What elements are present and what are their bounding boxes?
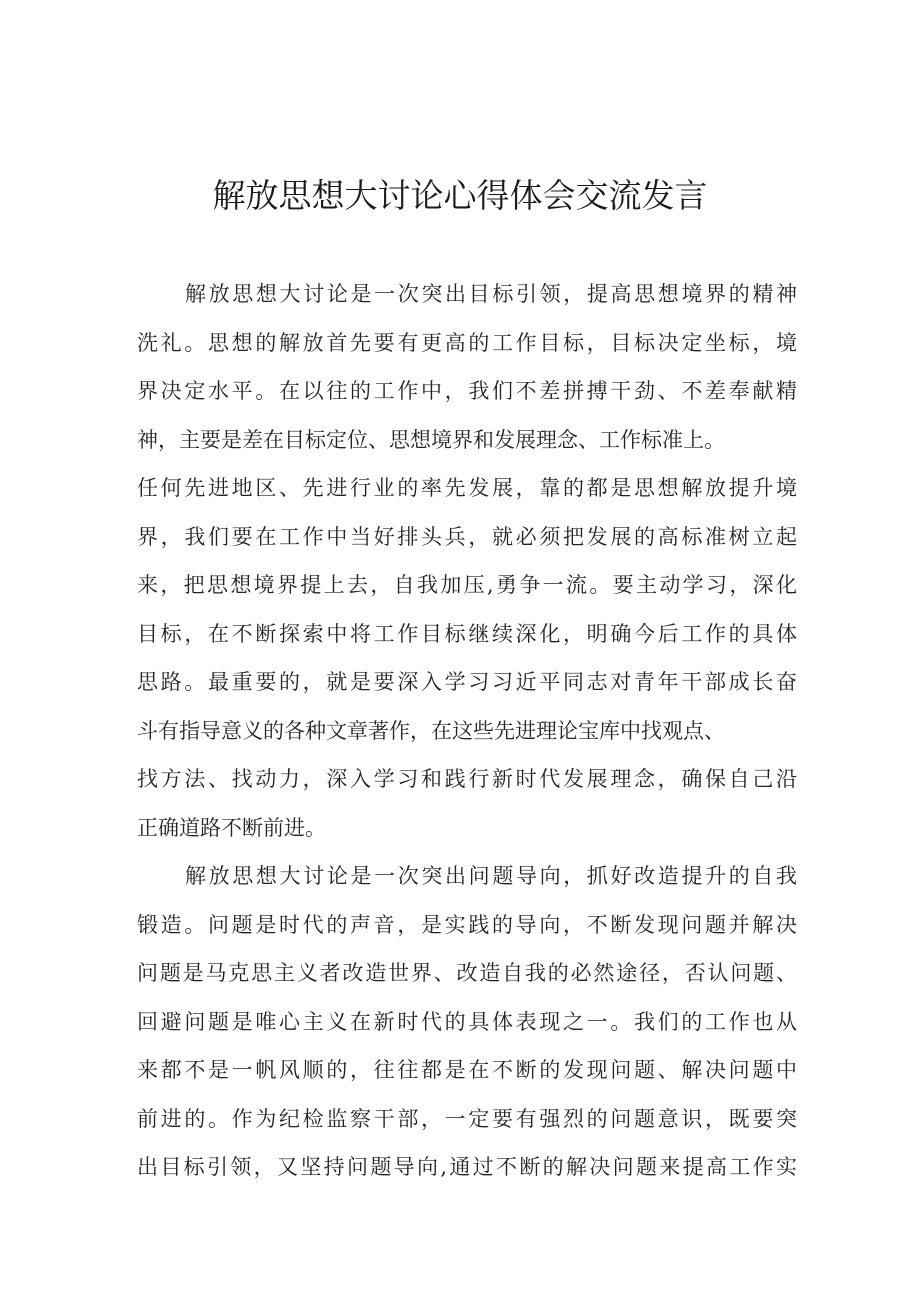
paragraph-line: 思路。最重要的，就是要深入学习习近平同志对青年干部成长奋 (137, 670, 797, 694)
paragraph-line: 洗礼。思想的解放首先要有更高的工作目标，目标决定坐标，境 (137, 330, 797, 355)
paragraph-line: 来，把思想境界提上去，自我加压,勇争一流。要主动学习，深化 (137, 573, 797, 597)
paragraph-line: 前进的。作为纪检监察干部，一定要有强烈的问题意识，既要突 (137, 1106, 797, 1131)
paragraph-line: 出目标引领，又坚持问题导向,通过不断的解决问题来提高工作实 (137, 1155, 797, 1179)
paragraph-line: 神，主要是差在目标定位、思想境界和发展理念、工作标准上。 (137, 427, 725, 452)
paragraph-line: 找方法、找动力，深入学习和践行新时代发展理念，确保自己沿 (137, 767, 797, 791)
paragraph-line: 解放思想大讨论是一次突出目标引领，提高思想境界的精神 (185, 282, 797, 306)
paragraph-line: 锻造。问题是时代的声音，是实践的导向，不断发现问题并解决 (137, 912, 797, 937)
paragraph-line: 回避问题是唯心主义在新时代的具体表现之一。我们的工作也从 (137, 1009, 797, 1034)
paragraph-line: 问题是马克思主义者改造世界、改造自我的必然途径，否认问题、 (137, 961, 797, 985)
paragraph-line: 斗有指导意义的各种文章著作，在这些先进理论宝库中找观点、 (137, 718, 725, 743)
document-title: 解放思想大讨论心得体会交流发言 (212, 176, 708, 215)
paragraph-line: 正确道路不断前进。 (137, 815, 326, 840)
paragraph-line: 任何先进地区、先进行业的率先发展，靠的都是思想解放提升境 (137, 476, 797, 500)
paragraph-1 (137, 270, 797, 852)
paragraph-line: 来都不是一帆风顺的，往往都是在不断的发现问题、解决问题中 (137, 1058, 797, 1082)
paragraph-line: 界决定水平。在以往的工作中，我们不差拼搏干劲、不差奉献精 (137, 379, 797, 403)
paragraph-2 (137, 852, 797, 1192)
paragraph-line: 目标，在不断探索中将工作目标继续深化，明确今后工作的具体 (137, 621, 797, 646)
paragraph-line: 界，我们要在工作中当好排头兵，就必须把发展的高标准树立起 (137, 524, 797, 549)
document-body (137, 270, 797, 1192)
paragraph-line: 解放思想大讨论是一次突出问题导向，抓好改造提升的自我 (185, 864, 797, 888)
